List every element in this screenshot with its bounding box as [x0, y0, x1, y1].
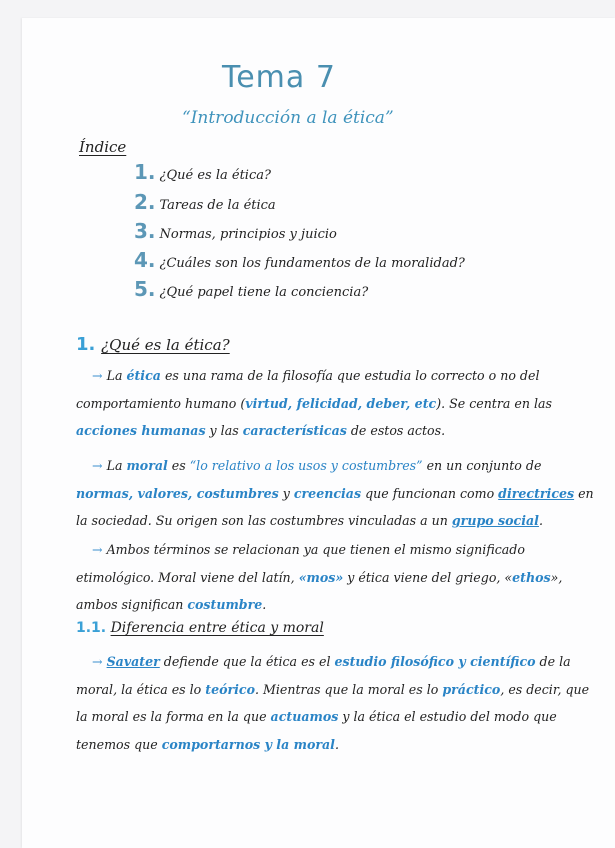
keyword: “lo relativo a los usos y costumbres” [189, 458, 423, 473]
subsection-heading [76, 620, 324, 636]
index-heading: Índice [79, 138, 127, 156]
paragraph-text: », ambos significan [76, 569, 563, 612]
keyword: creencias [293, 485, 362, 501]
subsection-title: Diferencia entre ética y moral [110, 620, 324, 636]
keyword: acciones humanas [76, 423, 206, 438]
index-item-text: ¿Qué es la ética? [159, 168, 271, 183]
index-item-number: 2. [134, 190, 156, 214]
keyword: estudio filosófico y científico [334, 654, 536, 669]
keyword: moral [126, 458, 168, 473]
paragraph-text: . Mientras que la moral es lo [255, 681, 439, 697]
index-item [134, 190, 276, 214]
keyword: grupo social [451, 513, 539, 528]
paragraph-etimologia [76, 536, 596, 619]
paragraph-text: y las [209, 423, 239, 438]
index-item-number: 4. [134, 248, 156, 272]
index-item-text: Tareas de la ética [159, 198, 276, 213]
keyword: Savater [106, 654, 160, 669]
keyword: características [242, 423, 347, 438]
paragraph-text: Ambos términos se relacionan ya que tienen el mismo significado etimológico. Moral viene del latín, [76, 542, 525, 585]
keyword: costumbre [187, 597, 263, 612]
keyword: actuamos [270, 709, 339, 724]
section-heading [76, 334, 230, 355]
arrow-icon: → [92, 458, 103, 473]
index-item [134, 160, 271, 184]
keyword: comportarnos y la moral [161, 736, 335, 752]
paragraph-text: que funcionan como [365, 485, 495, 501]
subsection-number: 1.1. [76, 620, 107, 636]
keyword: ethos [512, 569, 551, 585]
section-number: 1. [76, 334, 96, 355]
paragraph-text: y [282, 485, 290, 501]
index-item [134, 248, 465, 272]
section-title: ¿Qué es la ética? [101, 336, 230, 354]
paragraph-text: de la moral, la ética es lo [76, 654, 571, 697]
paragraph-text: de estos actos. [350, 423, 446, 438]
index-item-number: 5. [134, 277, 156, 301]
keyword: directrices [498, 485, 575, 501]
paragraph-text: La [106, 368, 123, 383]
arrow-icon: → [92, 542, 103, 557]
index-item [134, 277, 368, 301]
paragraph-moral [76, 452, 596, 535]
index-item-number: 3. [134, 219, 156, 243]
index-item-text: ¿Qué papel tiene la conciencia? [159, 285, 369, 300]
paragraph-text: . [262, 597, 267, 612]
keyword: «mos» [298, 569, 344, 585]
paragraph-text: La [106, 458, 123, 473]
paragraph-text: es una rama de la filosofía que estudia lo correcto o no del comportamiento humano ( [76, 368, 540, 411]
paragraph-text: y la ética el estudio del modo que tenemos que [76, 709, 557, 752]
paragraph-text: . [334, 736, 339, 752]
keyword: práctico [442, 681, 501, 697]
keyword: ética [126, 368, 161, 383]
index-item [134, 219, 337, 243]
paragraph-text: es [171, 458, 186, 473]
paragraph-text: y ética viene del griego, « [347, 569, 513, 585]
index-item-number: 1. [134, 160, 156, 184]
arrow-icon: → [92, 368, 103, 383]
paragraph-text: . [538, 513, 543, 528]
paragraph-text: ). Se centra en las [436, 395, 552, 411]
keyword: normas, valores, costumbres [76, 485, 279, 501]
paragraph-text: , es decir, que la moral es la forma en la que [76, 681, 590, 724]
arrow-icon: → [92, 654, 103, 669]
paragraph-etica [76, 362, 596, 445]
keyword: virtud, felicidad, deber, etc [245, 395, 437, 411]
keyword: teórico [205, 681, 255, 697]
page-subtitle: “Introducción a la ética” [182, 108, 394, 128]
paragraph-diferencia [76, 648, 596, 758]
index-item-text: ¿Cuáles son los fundamentos de la moralidad? [159, 256, 465, 271]
index-item-text: Normas, principios y juicio [159, 227, 337, 242]
page-title: Tema 7 [222, 60, 336, 95]
paragraph-text: en un conjunto de [426, 458, 542, 473]
paragraph-text: defiende que la ética es el [163, 654, 331, 669]
paragraph-text: en la sociedad. Su origen son las costumbres vinculadas a un [76, 485, 594, 528]
